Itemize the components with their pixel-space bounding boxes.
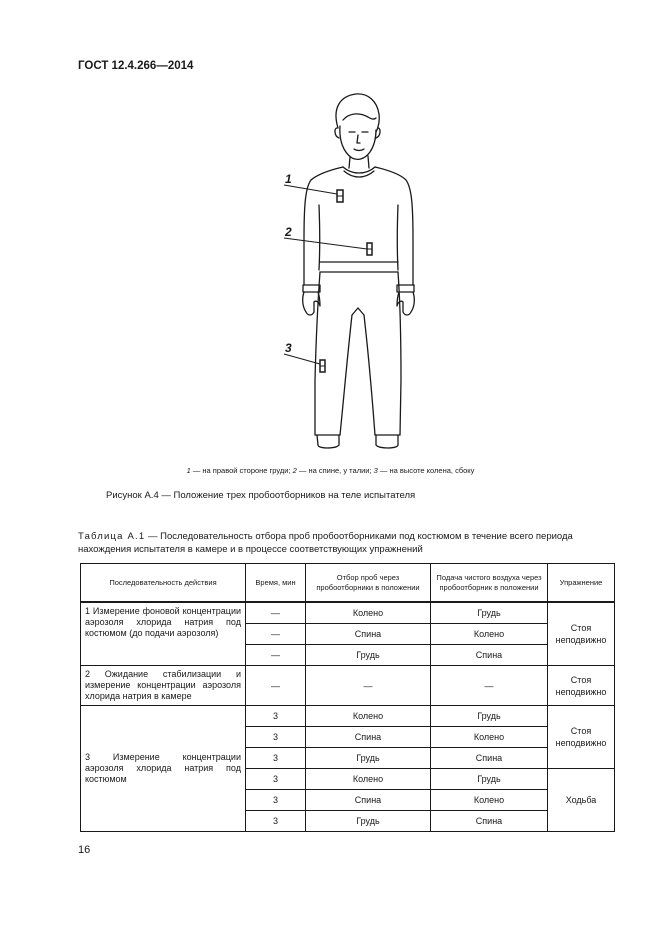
group3-exercise-standing: Стоя неподвижно	[548, 706, 615, 769]
table-cell: —	[246, 666, 306, 706]
group1-exercise: Стоя неподвижно	[548, 602, 615, 666]
sampling-table	[80, 563, 615, 832]
table-cell: Грудь	[431, 706, 548, 727]
table-cell: Спина	[431, 748, 548, 769]
group1-description: 1 Измерение фоновой концентрации аэрозоля хлорида натрия под костюмом (до подачи аэрозоля)	[81, 602, 246, 666]
marker-label-1: 1	[285, 172, 292, 186]
table-header-row	[81, 564, 615, 603]
leader-line-2	[284, 238, 367, 249]
group2-description: 2 Ожидание стабилизации и измерение концентрации аэрозоля хлорида натрия в камере	[81, 666, 246, 706]
table-cell: —	[306, 666, 431, 706]
table-cell: —	[431, 666, 548, 706]
table-cell: Колено	[431, 624, 548, 645]
table-caption: Таблица А.1 — Последовательность отбора проб пробоотборниками под костюмом в течение всего периода нахождения испытателя в камере и в процессе соответствующих упражнений	[78, 531, 573, 555]
marker-label-3: 3	[285, 341, 292, 355]
table-cell: Грудь	[306, 645, 431, 666]
table-cell: 3	[246, 748, 306, 769]
table-cell: Спина	[431, 811, 548, 832]
table-cell: 3	[246, 706, 306, 727]
table-cell: —	[246, 624, 306, 645]
table-cell: Спина	[306, 727, 431, 748]
table-cell: Грудь	[306, 811, 431, 832]
table-cell: Колено	[306, 602, 431, 624]
table-cell: Колено	[431, 790, 548, 811]
table-cell: 3	[246, 727, 306, 748]
document-header: ГОСТ 12.4.266—2014	[78, 60, 194, 72]
group3-exercise-walking: Ходьба	[548, 769, 615, 832]
table-cell: Спина	[306, 790, 431, 811]
table-cell: 3	[246, 790, 306, 811]
header-sequence: Последовательность действия	[81, 564, 246, 603]
table-cell: Спина	[306, 624, 431, 645]
person-outline	[303, 94, 415, 448]
header-time: Время, мин	[246, 564, 306, 603]
table-cell: Грудь	[431, 769, 548, 790]
table-cell: Спина	[431, 645, 548, 666]
table-row	[81, 602, 615, 624]
figure-caption: Рисунок А.4 — Положение трех пробоотборников на теле испытателя	[106, 490, 416, 501]
table-cell: Колено	[306, 706, 431, 727]
leader-line-3	[284, 354, 320, 364]
table-cell: —	[246, 645, 306, 666]
table-cell: Колено	[431, 727, 548, 748]
table-cell: Грудь	[306, 748, 431, 769]
figure-legend: 1 — на правой стороне груди; 2 — на спине, у талии; 3 — на высоте колена, сбоку	[186, 466, 475, 475]
header-clean-air: Подача чистого воздуха через пробоотборник в положении	[431, 564, 548, 603]
header-exercise: Упражнение	[548, 564, 615, 603]
table-cell: —	[246, 602, 306, 624]
table-row	[81, 666, 615, 706]
page-number: 16	[78, 844, 91, 856]
table-cell: 3	[246, 811, 306, 832]
table-cell: Колено	[306, 769, 431, 790]
group3-description: 3 Измерение концентрации аэрозоля хлорида натрия под костюмом	[81, 706, 246, 832]
table-cell: Грудь	[431, 602, 548, 624]
table-row	[81, 706, 615, 727]
leader-line-1	[284, 185, 337, 194]
group2-exercise: Стоя неподвижно	[548, 666, 615, 706]
header-sampling: Отбор проб через пробоотборники в положении	[306, 564, 431, 603]
marker-label-2: 2	[285, 225, 292, 239]
table-cell: 3	[246, 769, 306, 790]
